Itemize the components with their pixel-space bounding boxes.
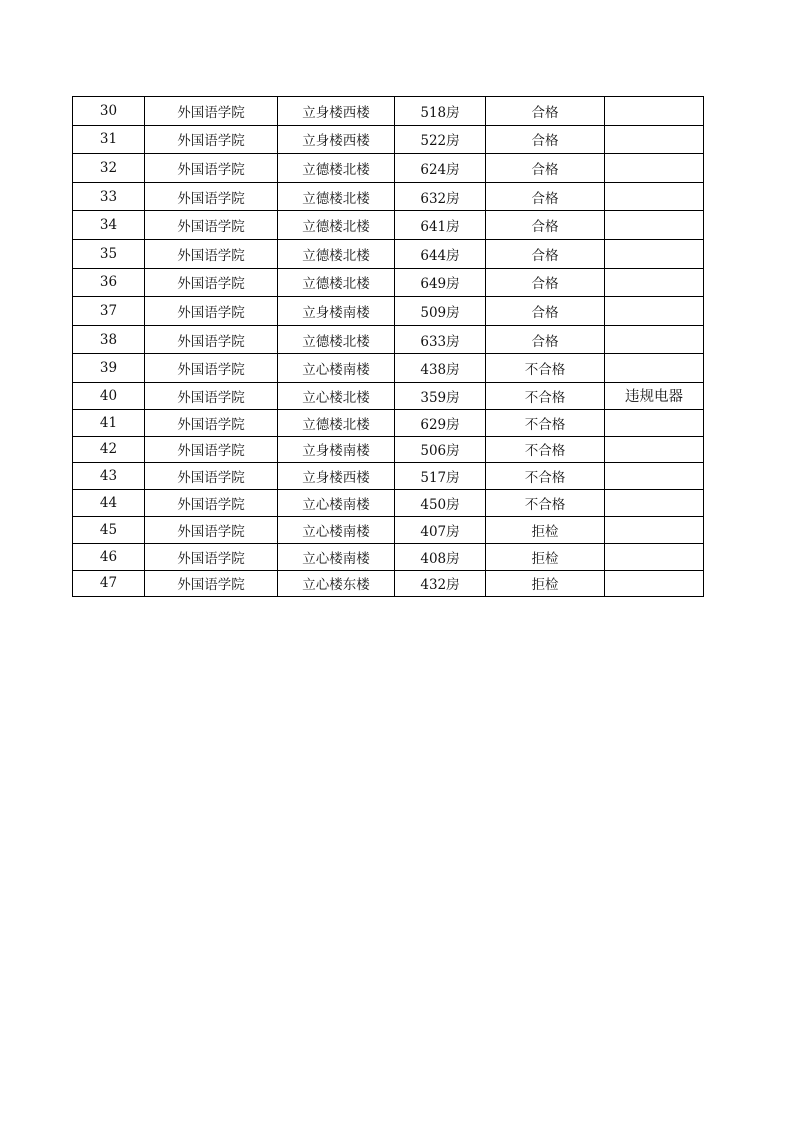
inspection-table <box>72 96 704 597</box>
cell-room: 632房 <box>395 182 486 211</box>
table-row <box>73 325 704 354</box>
cell-college: 外国语学院 <box>145 436 278 463</box>
cell-college: 外国语学院 <box>145 382 278 409</box>
cell-room: 641房 <box>395 211 486 240</box>
cell-room: 506房 <box>395 436 486 463</box>
cell-room: 359房 <box>395 382 486 409</box>
cell-result: 合格 <box>486 325 605 354</box>
cell-note <box>605 354 704 383</box>
table-row <box>73 463 704 490</box>
table-row <box>73 182 704 211</box>
cell-note <box>605 125 704 154</box>
cell-college: 外国语学院 <box>145 570 278 597</box>
cell-building: 立心楼北楼 <box>278 382 395 409</box>
cell-building: 立德楼北楼 <box>278 211 395 240</box>
table-row <box>73 297 704 326</box>
cell-note <box>605 182 704 211</box>
cell-building: 立身楼南楼 <box>278 297 395 326</box>
cell-note <box>605 409 704 436</box>
cell-room: 432房 <box>395 570 486 597</box>
cell-number: 46 <box>73 543 145 570</box>
cell-result: 不合格 <box>486 463 605 490</box>
cell-college: 外国语学院 <box>145 182 278 211</box>
table-row <box>73 570 704 597</box>
cell-building: 立德楼北楼 <box>278 409 395 436</box>
cell-note <box>605 268 704 297</box>
cell-number: 31 <box>73 125 145 154</box>
cell-result: 拒检 <box>486 516 605 543</box>
cell-result: 合格 <box>486 182 605 211</box>
cell-room: 407房 <box>395 516 486 543</box>
cell-number: 39 <box>73 354 145 383</box>
cell-number: 38 <box>73 325 145 354</box>
cell-result: 不合格 <box>486 490 605 517</box>
cell-college: 外国语学院 <box>145 490 278 517</box>
cell-room: 644房 <box>395 239 486 268</box>
cell-number: 32 <box>73 154 145 183</box>
cell-number: 34 <box>73 211 145 240</box>
table-body <box>73 97 704 597</box>
table-row <box>73 409 704 436</box>
table-row <box>73 490 704 517</box>
cell-building: 立德楼北楼 <box>278 154 395 183</box>
cell-result: 拒检 <box>486 570 605 597</box>
cell-college: 外国语学院 <box>145 543 278 570</box>
cell-number: 37 <box>73 297 145 326</box>
cell-college: 外国语学院 <box>145 409 278 436</box>
cell-building: 立心楼南楼 <box>278 490 395 517</box>
table-row <box>73 382 704 409</box>
cell-note <box>605 543 704 570</box>
cell-note <box>605 211 704 240</box>
cell-college: 外国语学院 <box>145 268 278 297</box>
cell-result: 不合格 <box>486 354 605 383</box>
cell-number: 41 <box>73 409 145 436</box>
cell-building: 立德楼北楼 <box>278 268 395 297</box>
cell-room: 438房 <box>395 354 486 383</box>
cell-building: 立心楼东楼 <box>278 570 395 597</box>
cell-note <box>605 570 704 597</box>
cell-room: 629房 <box>395 409 486 436</box>
table-row <box>73 354 704 383</box>
cell-room: 518房 <box>395 97 486 126</box>
cell-room: 633房 <box>395 325 486 354</box>
cell-building: 立身楼西楼 <box>278 125 395 154</box>
cell-room: 649房 <box>395 268 486 297</box>
cell-building: 立心楼南楼 <box>278 354 395 383</box>
cell-room: 408房 <box>395 543 486 570</box>
cell-result: 合格 <box>486 239 605 268</box>
cell-number: 30 <box>73 97 145 126</box>
cell-number: 35 <box>73 239 145 268</box>
cell-college: 外国语学院 <box>145 463 278 490</box>
cell-result: 合格 <box>486 125 605 154</box>
cell-college: 外国语学院 <box>145 297 278 326</box>
cell-note <box>605 154 704 183</box>
cell-college: 外国语学院 <box>145 325 278 354</box>
cell-college: 外国语学院 <box>145 154 278 183</box>
cell-result: 合格 <box>486 154 605 183</box>
cell-note: 违规电器 <box>605 382 704 409</box>
cell-number: 36 <box>73 268 145 297</box>
table-row <box>73 268 704 297</box>
cell-result: 合格 <box>486 297 605 326</box>
cell-result: 不合格 <box>486 382 605 409</box>
cell-college: 外国语学院 <box>145 516 278 543</box>
cell-number: 47 <box>73 570 145 597</box>
cell-note <box>605 436 704 463</box>
cell-number: 33 <box>73 182 145 211</box>
cell-result: 合格 <box>486 268 605 297</box>
cell-college: 外国语学院 <box>145 97 278 126</box>
cell-college: 外国语学院 <box>145 125 278 154</box>
cell-building: 立身楼西楼 <box>278 97 395 126</box>
cell-number: 40 <box>73 382 145 409</box>
cell-building: 立心楼南楼 <box>278 543 395 570</box>
cell-note <box>605 463 704 490</box>
cell-building: 立德楼北楼 <box>278 182 395 211</box>
cell-result: 拒检 <box>486 543 605 570</box>
cell-note <box>605 97 704 126</box>
inspection-table-sheet <box>72 96 704 597</box>
table-row <box>73 516 704 543</box>
cell-note <box>605 239 704 268</box>
table-row <box>73 154 704 183</box>
cell-building: 立心楼南楼 <box>278 516 395 543</box>
table-row <box>73 97 704 126</box>
cell-number: 43 <box>73 463 145 490</box>
table-row <box>73 239 704 268</box>
cell-room: 522房 <box>395 125 486 154</box>
cell-college: 外国语学院 <box>145 239 278 268</box>
table-row <box>73 211 704 240</box>
cell-result: 不合格 <box>486 409 605 436</box>
cell-room: 509房 <box>395 297 486 326</box>
cell-result: 合格 <box>486 97 605 126</box>
cell-result: 合格 <box>486 211 605 240</box>
table-row <box>73 436 704 463</box>
table-row <box>73 125 704 154</box>
cell-building: 立德楼北楼 <box>278 325 395 354</box>
cell-note <box>605 325 704 354</box>
cell-building: 立德楼北楼 <box>278 239 395 268</box>
cell-building: 立身楼西楼 <box>278 463 395 490</box>
cell-note <box>605 516 704 543</box>
cell-college: 外国语学院 <box>145 211 278 240</box>
cell-college: 外国语学院 <box>145 354 278 383</box>
cell-note <box>605 297 704 326</box>
table-row <box>73 543 704 570</box>
cell-number: 42 <box>73 436 145 463</box>
cell-room: 517房 <box>395 463 486 490</box>
cell-room: 624房 <box>395 154 486 183</box>
cell-number: 44 <box>73 490 145 517</box>
cell-number: 45 <box>73 516 145 543</box>
cell-building: 立身楼南楼 <box>278 436 395 463</box>
cell-note <box>605 490 704 517</box>
cell-result: 不合格 <box>486 436 605 463</box>
cell-room: 450房 <box>395 490 486 517</box>
